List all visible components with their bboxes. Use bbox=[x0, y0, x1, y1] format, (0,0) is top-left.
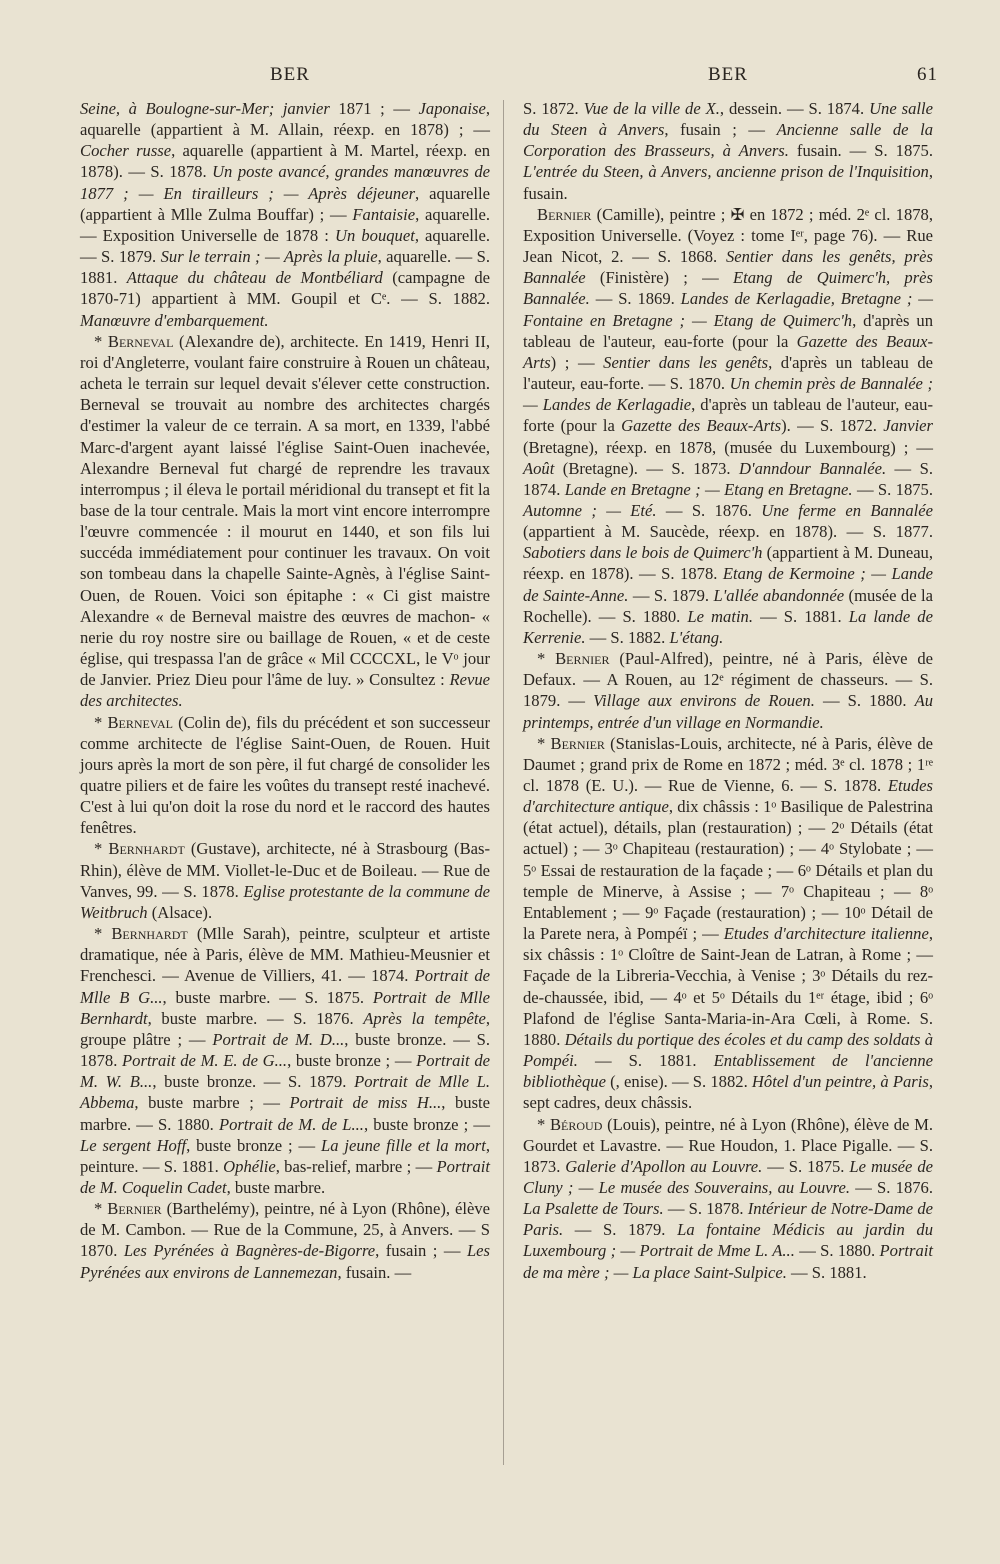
page-number: 61 bbox=[917, 64, 938, 85]
right-column bbox=[523, 98, 933, 1283]
entry-bernier-paul-alfred: * Bernier (Paul-Alfred), peintre, né à Paris, élève de Defaux. — A Rouen, au 12ᵉ régiment de chasseurs. — S. 1879. — Village aux environs de Rouen. — S. 1880. Au printemps, entrée d'un village en Normandie. bbox=[523, 649, 934, 732]
running-head-left: BER bbox=[270, 64, 310, 85]
entry-bernhardt-sarah: * Bernhardt (Mlle Sarah), peintre, sculpteur et artiste dramatique, née à Paris, élève de MM. Mathieu-Meusnier et Frenchesci. — Avenue de Villiers, 41. — 1874. Portrait de Mlle B G..., buste marbre. — S. 1875. Portrait de Mlle Bernhardt, buste marbre. — S. 1876. Après la tempête, groupe plâtre ; — Portrait de M. D..., buste bronze. — S. 1878. Portrait de M. E. de G..., buste bronze ; — Portrait de M. W. B..., buste bronze. — S. 1879. Portrait de Mlle L. Abbema, buste marbre ; — Portrait de miss H..., buste marbre. — S. 1880. Portrait de M. de L..., buste bronze ; — Le sergent Hoff, buste bronze ; — La jeune fille et la mort, peinture. — S. 1881. Ophélie, bas-relief, marbre ; — Portrait de M. Coquelin Cadet, buste marbre. bbox=[80, 924, 491, 1197]
running-head-right: BER bbox=[708, 64, 748, 85]
entry-berneval-colin: * Berneval (Colin de), fils du précédent et son successeur comme architecte de l'église Saint-Ouen, de Rouen. Huit jours après la mort de son père, il fut chargé de consolider les quatre piliers et de faire les voûtes du transept resté inachevé. C'est à lui qu'on doit la rose du nord et le raccord des hautes fenêtres. bbox=[80, 712, 490, 838]
entry-bernier-camille: Bernier (Camille), peintre ; ✠ en 1872 ; méd. 2ᵉ cl. 1878, Exposition Universelle. (Voyez : tome Iᵉʳ, page 76). — Rue Jean Nicot, 2. — S. 1868. Sentier dans les genêts, près Bannalée (Finistère) ; — Etang de Quimerc'h, près Bannalée. — S. 1869. Landes de Kerlagadie, Bretagne ; — Fontaine en Bretagne ; — Etang de Quimerc'h, d'après un tableau de l'auteur, eau-forte (pour la Gazette des Beaux-Arts) ; — Sentier dans les genêts, d'après un tableau de l'auteur, eau-forte. — S. 1870. Un chemin près de Bannalée ; — Landes de Kerlagadie, d'après un tableau de l'auteur, eau-forte (pour la Gazette des Beaux-Arts). — S. 1872. Janvier (Bretagne), réexp. en 1878, (musée du Luxembourg) ; — Août (Bretagne). — S. 1873. D'anndour Bannalée. — S. 1874. Lande en Bretagne ; — Etang en Bretagne. — S. 1875. Automne ; — Eté. — S. 1876. Une ferme en Bannalée (appartient à M. Saucède, réexp. en 1878). — S. 1877. Sabotiers dans le bois de Quimerc'h (appartient à M. Duneau, réexp. en 1878). — S. 1878. Etang de Kermoine ; — Lande de Sainte-Anne. — S. 1879. L'allée abandonnée (musée de la Rochelle). — S. 1880. Le matin. — S. 1881. La lande de Kerrenie. — S. 1882. L'étang. bbox=[523, 204, 934, 647]
entry-beroud-louis: * Béroud (Louis), peintre, né à Lyon (Rhône), élève de M. Gourdet et Lavastre. — Rue Houdon, 1. Place Pigalle. — S. 1873. Galerie d'Apollon au Louvre. — S. 1875. Le musée de Cluny ; — Le musée des Souverains, au Louvre. — S. 1876. La Psalette de Tours. — S. 1878. Intérieur de Notre-Dame de Paris. — S. 1879. La fontaine Médicis au jardin du Luxembourg ; — Portrait de Mme L. A... — S. 1880. Portrait de ma mère ; — La place Saint-Sulpice. — S. 1881. bbox=[523, 1114, 934, 1282]
entry-continuation: Seine, à Boulogne-sur-Mer; janvier 1871 ; — Japonaise, aquarelle (appartient à M. Allain, réexp. en 1878) ; — Cocher russe, aquarelle (appartient à M. Martel, réexp. en 1878). — S. 1878. Un poste avancé, grandes manœuvres de 1877 ; — En tirailleurs ; — Après déjeuner, aquarelle (appartient à Mlle Zulma Bouffar) ; — Fantaisie, aquarelle. — Exposition Universelle de 1878 : Un bouquet, aquarelle. — S. 1879. Sur le terrain ; — Après la pluie, aquarelle. — S. 1881. Attaque du château de Montbéliard (campagne de 1870-71) appartient à MM. Goupil et Cᵉ. — S. 1882. Manœuvre d'embarquement. bbox=[80, 99, 490, 330]
entry-bernier-stanislas-louis: * Bernier (Stanislas-Louis, architecte, né à Paris, élève de Daumet ; grand prix de Rome en 1872 ; méd. 3ᵉ cl. 1878 ; 1ʳᵉ cl. 1878 (E. U.). — Rue de Vienne, 6. — S. 1878. Etudes d'architecture antique, dix châssis : 1ᵒ Basilique de Palestrina (état actuel), détails, plan (restauration) ; — 2ᵒ Détails (état actuel) ; — 3ᵒ Chapiteau (restauration) ; — 4ᵒ Stylobate ; — 5ᵒ Essai de restauration de la façade ; — 6ᵒ Détails et plan du temple de Minerve, à Assise ; — 7ᵒ Chapiteau ; — 8ᵒ Entablement ; — 9ᵒ Façade (restauration) ; — 10ᵒ Détail de la Parete nera, à Pompéï ; — Etudes d'architecture italienne, six châssis : 1ᵒ Cloître de Saint-Jean de Latran, à Rome ; — Façade de la Libreria-Vecchia, à Venise ; 3ᵒ Détails du rez-de-chaussée, ibid, — 4ᵒ et 5ᵒ Détails du 1ᵉʳ étage, ibid ; 6ᵒ Plafond de l'église Santa-Maria-in-Ara Cœli, à Rome. S. 1880. Détails du portique des écoles et du camp des soldats à Pompéi. — S. 1881. Entablissement de l'ancienne bibliothèque (, enise). — S. 1882. Hôtel d'un peintre, à Paris, sept cadres, deux châssis. bbox=[523, 733, 934, 1113]
column-divider bbox=[503, 100, 504, 1465]
entry-continuation: S. 1872. Vue de la ville de X., dessein. — S. 1874. Une salle du Steen à Anvers, fusain ; — Ancienne salle de la Corporation des Brasseurs, à Anvers. fusain. — S. 1875. L'entrée du Steen, à Anvers, ancienne prison de l'Inquisition, fusain. bbox=[523, 99, 933, 203]
entry-berneval-alexandre: * Berneval (Alexandre de), architecte. En 1419, Henri II, roi d'Angleterre, voulant faire construire à Rouen un château, acheta le terrain sur lequel devait s'élever cette construction. Berneval se trouvait au nombre des architectes chargés d'estimer la valeur de ce terrain. A sa mort, en 1339, l'abbé Marc-d'argent ayant laissé l'église Saint-Ouen inachevée, Alexandre Berneval fut chargé de reprendre les travaux interrompus ; il éleva le portail méridional du transept et fit la base de la tour centrale. Mais la mort vint encore interrompre l'œuvre commencée : il mourut en 1440, et son fils lui succéda immédiatement pour continuer les travaux. On voit son tombeau dans la chapelle Sainte-Agnès, à l'église Saint-Ouen, de Rouen. Voici son épitaphe : « Ci gist maistre Alexandre « de Berneval maistre des œuvres de machon- « nerie du roy nostre sire ou baillage de Rouen, « et de ceste église, qui trespassa l'an de grâce « Mil CCCCXL, le Vᵒ jour de Janvier. Priez Dieu pour l'âme de luy. » Consultez : Revue des architectes. bbox=[80, 331, 490, 711]
entry-bernhardt-gustave: * Bernhardt (Gustave), architecte, né à Strasbourg (Bas-Rhin), élève de MM. Viollet-le-Duc et de Boileau. — Rue de Vanves, 99. — S. 1878. Eglise protestante de la commune de Weitbruch (Alsace). bbox=[80, 839, 490, 922]
left-column bbox=[80, 98, 490, 1283]
entry-bernier-barthelemy: * Bernier (Barthelémy), peintre, né à Lyon (Rhône), élève de M. Cambon. — Rue de la Commune, 25, à Anvers. — S 1870. Les Pyrénées à Bagnères-de-Bigorre, fusain ; — Les Pyrénées aux environs de Lannemezan, fusain. — bbox=[80, 1199, 490, 1282]
